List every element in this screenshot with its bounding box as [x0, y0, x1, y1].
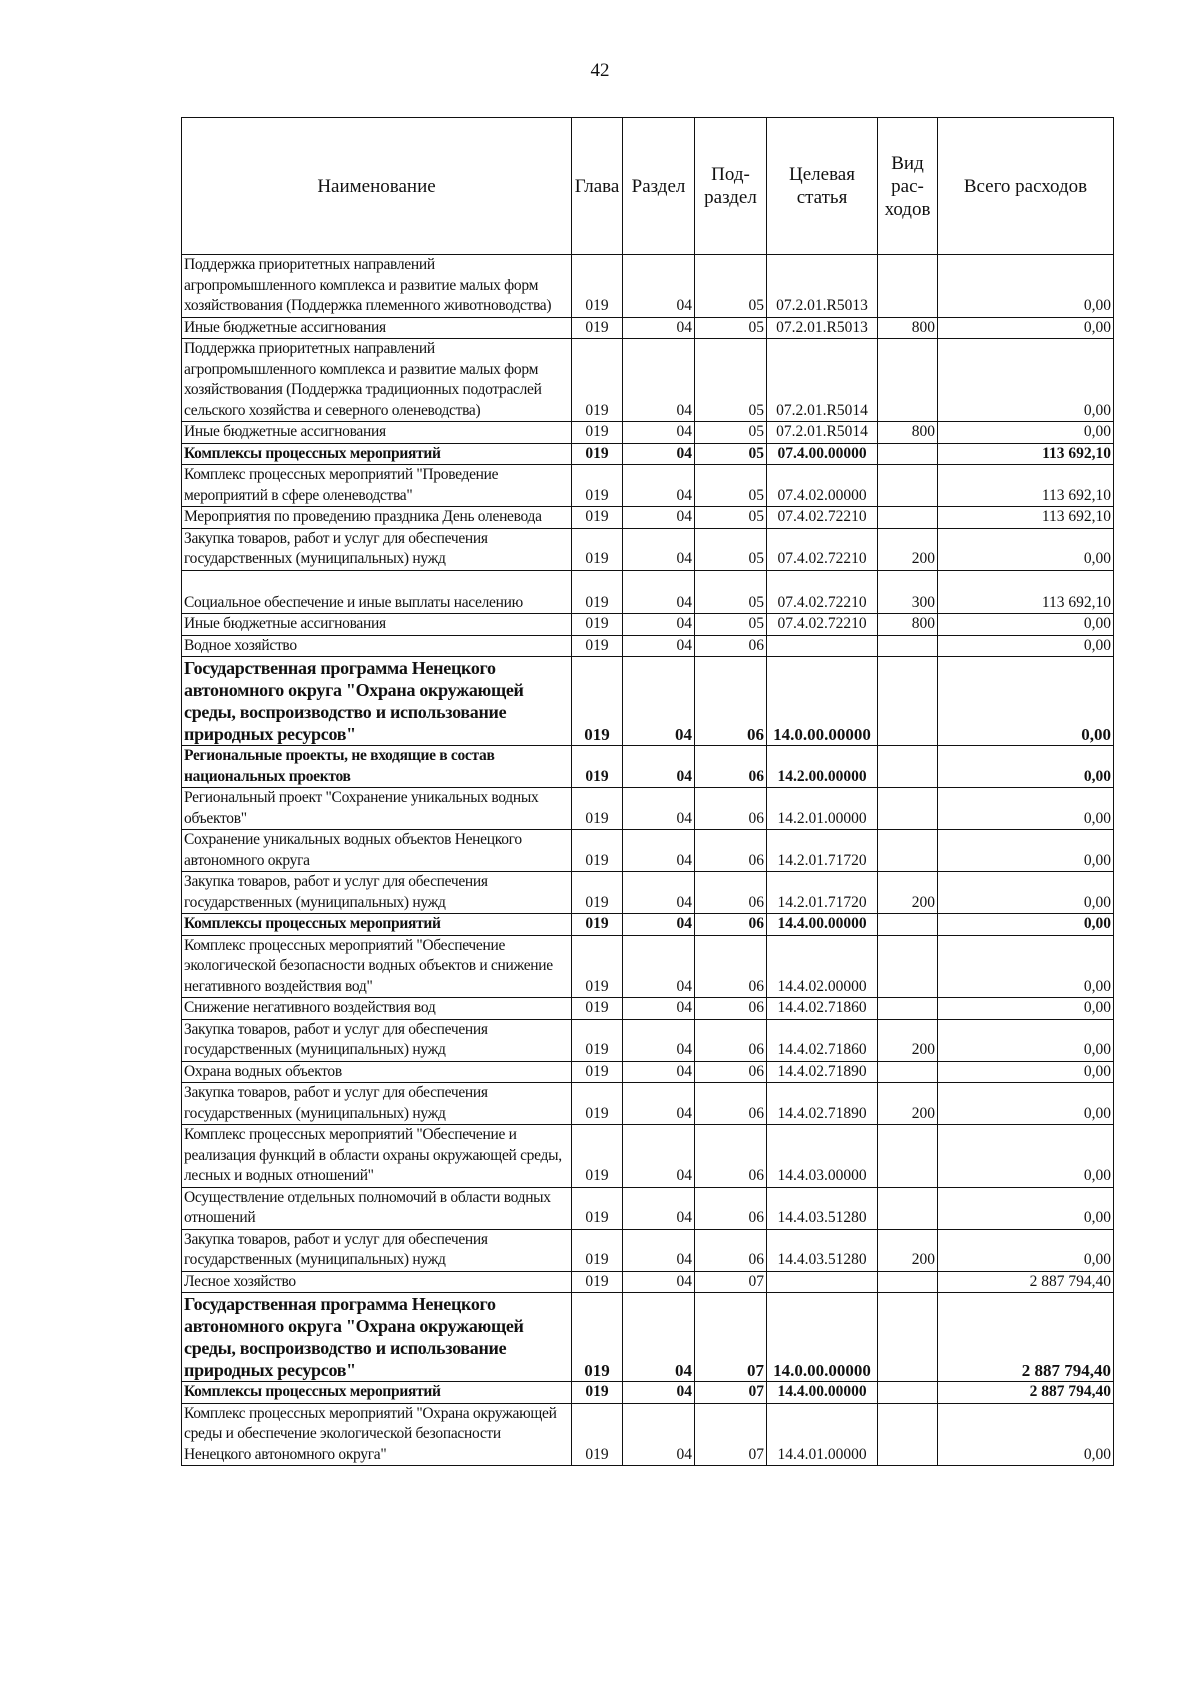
- table-row: [182, 788, 1114, 830]
- cell-glava: 019: [572, 570, 623, 614]
- cell-total: 2 887 794,40: [938, 1382, 1114, 1404]
- cell-podrazdel: 05: [695, 465, 767, 507]
- header-razdel: Раздел: [623, 118, 695, 255]
- cell-total: 0,00: [938, 746, 1114, 788]
- cell-glava: 019: [572, 339, 623, 422]
- cell-vid: [878, 1271, 938, 1293]
- table-row: [182, 422, 1114, 444]
- cell-podrazdel: 06: [695, 788, 767, 830]
- cell-celevaya: 14.4.02.71890: [767, 1061, 878, 1083]
- cell-podrazdel: 05: [695, 614, 767, 636]
- cell-razdel: 04: [623, 746, 695, 788]
- cell-glava: 019: [572, 614, 623, 636]
- cell-total: 0,00: [938, 830, 1114, 872]
- cell-glava: 019: [572, 935, 623, 998]
- table-row: [182, 570, 1114, 614]
- cell-celevaya: 14.4.02.71860: [767, 998, 878, 1020]
- cell-name: Комплексы процессных мероприятий: [182, 443, 572, 465]
- cell-name: Иные бюджетные ассигнования: [182, 422, 572, 444]
- cell-total: 0,00: [938, 935, 1114, 998]
- cell-podrazdel: 05: [695, 528, 767, 570]
- cell-razdel: 04: [623, 914, 695, 936]
- cell-celevaya: 14.4.03.51280: [767, 1229, 878, 1271]
- cell-razdel: 04: [623, 255, 695, 318]
- cell-total: 0,00: [938, 614, 1114, 636]
- cell-glava: 019: [572, 1083, 623, 1125]
- table-row: [182, 1293, 1114, 1382]
- cell-total: 2 887 794,40: [938, 1293, 1114, 1382]
- cell-podrazdel: 07: [695, 1293, 767, 1382]
- cell-total: 0,00: [938, 657, 1114, 746]
- cell-total: 0,00: [938, 339, 1114, 422]
- cell-razdel: 04: [623, 339, 695, 422]
- cell-celevaya: 07.4.00.00000: [767, 443, 878, 465]
- table-row: [182, 657, 1114, 746]
- cell-name: Закупка товаров, работ и услуг для обеспечения государственных (муниципальных) нужд: [182, 1229, 572, 1271]
- cell-vid: [878, 1382, 938, 1404]
- cell-total: 0,00: [938, 317, 1114, 339]
- cell-podrazdel: 05: [695, 255, 767, 318]
- cell-total: 0,00: [938, 914, 1114, 936]
- cell-total: 0,00: [938, 255, 1114, 318]
- cell-celevaya: 14.2.01.71720: [767, 872, 878, 914]
- cell-celevaya: 14.4.02.71860: [767, 1019, 878, 1061]
- cell-razdel: 04: [623, 1125, 695, 1188]
- header-name: Наименование: [182, 118, 572, 255]
- table-row: [182, 1271, 1114, 1293]
- cell-vid: [878, 255, 938, 318]
- cell-celevaya: 14.2.00.00000: [767, 746, 878, 788]
- cell-total: 2 887 794,40: [938, 1271, 1114, 1293]
- cell-vid: 800: [878, 317, 938, 339]
- cell-celevaya: 14.0.00.00000: [767, 1293, 878, 1382]
- cell-vid: 200: [878, 528, 938, 570]
- cell-glava: 019: [572, 788, 623, 830]
- header-total: Всего расходов: [938, 118, 1114, 255]
- cell-vid: 800: [878, 422, 938, 444]
- cell-glava: 019: [572, 1125, 623, 1188]
- cell-vid: [878, 746, 938, 788]
- cell-podrazdel: 06: [695, 872, 767, 914]
- cell-vid: 300: [878, 570, 938, 614]
- cell-name: Комплексы процессных мероприятий: [182, 1382, 572, 1404]
- cell-total: 113 692,10: [938, 443, 1114, 465]
- cell-razdel: 04: [623, 1403, 695, 1466]
- cell-podrazdel: 05: [695, 422, 767, 444]
- cell-vid: [878, 339, 938, 422]
- cell-vid: 800: [878, 614, 938, 636]
- table-row: [182, 465, 1114, 507]
- cell-celevaya: 14.4.02.00000: [767, 935, 878, 998]
- cell-razdel: 04: [623, 1061, 695, 1083]
- cell-podrazdel: 06: [695, 635, 767, 657]
- cell-name: Поддержка приоритетных направлений агропромышленного комплекса и развитие малых форм хозяйствования (Поддержка племенного животноводства): [182, 255, 572, 318]
- cell-total: 0,00: [938, 1061, 1114, 1083]
- table-row: [182, 746, 1114, 788]
- cell-name: Государственная программа Ненецкого автономного округа "Охрана окружающей среды, воспроизводство и использование природных ресурсов": [182, 657, 572, 746]
- cell-celevaya: 07.4.02.72210: [767, 528, 878, 570]
- cell-name: Комплекс процессных мероприятий "Проведение мероприятий в сфере оленеводства": [182, 465, 572, 507]
- cell-podrazdel: 05: [695, 443, 767, 465]
- cell-podrazdel: 06: [695, 1019, 767, 1061]
- table-row: [182, 1061, 1114, 1083]
- cell-razdel: 04: [623, 614, 695, 636]
- cell-glava: 019: [572, 1187, 623, 1229]
- cell-glava: 019: [572, 443, 623, 465]
- cell-name: Лесное хозяйство: [182, 1271, 572, 1293]
- cell-total: 0,00: [938, 998, 1114, 1020]
- cell-razdel: 04: [623, 507, 695, 529]
- cell-podrazdel: 06: [695, 1229, 767, 1271]
- cell-vid: [878, 914, 938, 936]
- cell-vid: [878, 788, 938, 830]
- cell-vid: [878, 1061, 938, 1083]
- cell-glava: 019: [572, 1293, 623, 1382]
- cell-name: Комплекс процессных мероприятий "Обеспечение экологической безопасности водных объектов и снижение негативного воздействия вод": [182, 935, 572, 998]
- cell-vid: [878, 507, 938, 529]
- cell-name: Сохранение уникальных водных объектов Ненецкого автономного округа: [182, 830, 572, 872]
- cell-glava: 019: [572, 998, 623, 1020]
- cell-podrazdel: 06: [695, 1083, 767, 1125]
- table-row: [182, 255, 1114, 318]
- cell-razdel: 04: [623, 635, 695, 657]
- cell-name: Закупка товаров, работ и услуг для обеспечения государственных (муниципальных) нужд: [182, 1083, 572, 1125]
- cell-podrazdel: 06: [695, 914, 767, 936]
- cell-glava: 019: [572, 872, 623, 914]
- cell-podrazdel: 07: [695, 1382, 767, 1404]
- cell-razdel: 04: [623, 317, 695, 339]
- table-row: [182, 830, 1114, 872]
- cell-name: Закупка товаров, работ и услуг для обеспечения государственных (муниципальных) нужд: [182, 1019, 572, 1061]
- header-glava: Глава: [572, 118, 623, 255]
- cell-vid: [878, 1403, 938, 1466]
- header-row: [182, 118, 1114, 255]
- cell-podrazdel: 05: [695, 507, 767, 529]
- cell-podrazdel: 05: [695, 339, 767, 422]
- cell-glava: 019: [572, 657, 623, 746]
- cell-glava: 019: [572, 1382, 623, 1404]
- cell-celevaya: 07.4.02.00000: [767, 465, 878, 507]
- table-row: [182, 1403, 1114, 1466]
- cell-podrazdel: 06: [695, 830, 767, 872]
- cell-podrazdel: 06: [695, 935, 767, 998]
- table-row: [182, 1083, 1114, 1125]
- cell-vid: [878, 935, 938, 998]
- cell-name: Комплексы процессных мероприятий: [182, 914, 572, 936]
- cell-total: 0,00: [938, 1187, 1114, 1229]
- cell-glava: 019: [572, 1403, 623, 1466]
- table-row: [182, 635, 1114, 657]
- cell-glava: 019: [572, 1271, 623, 1293]
- cell-vid: [878, 830, 938, 872]
- cell-podrazdel: 05: [695, 570, 767, 614]
- cell-celevaya: 14.4.01.00000: [767, 1403, 878, 1466]
- cell-name: Комплекс процессных мероприятий "Обеспечение и реализация функций в области охраны окружающей среды, лесных и водных отношений": [182, 1125, 572, 1188]
- cell-razdel: 04: [623, 1271, 695, 1293]
- cell-vid: [878, 465, 938, 507]
- cell-razdel: 04: [623, 872, 695, 914]
- cell-vid: [878, 657, 938, 746]
- cell-podrazdel: 06: [695, 1061, 767, 1083]
- cell-name: Закупка товаров, работ и услуг для обеспечения государственных (муниципальных) нужд: [182, 872, 572, 914]
- cell-vid: [878, 635, 938, 657]
- cell-razdel: 04: [623, 570, 695, 614]
- cell-total: 0,00: [938, 872, 1114, 914]
- cell-razdel: 04: [623, 465, 695, 507]
- table-row: [182, 528, 1114, 570]
- cell-total: 0,00: [938, 528, 1114, 570]
- cell-celevaya: 14.0.00.00000: [767, 657, 878, 746]
- cell-glava: 019: [572, 914, 623, 936]
- cell-name: Региональные проекты, не входящие в состав национальных проектов: [182, 746, 572, 788]
- cell-celevaya: 07.4.02.72210: [767, 614, 878, 636]
- cell-name: Осуществление отдельных полномочий в области водных отношений: [182, 1187, 572, 1229]
- cell-vid: 200: [878, 1083, 938, 1125]
- cell-name: Государственная программа Ненецкого автономного округа "Охрана окружающей среды, воспроизводство и использование природных ресурсов": [182, 1293, 572, 1382]
- table-row: [182, 998, 1114, 1020]
- cell-name: Социальное обеспечение и иные выплаты населению: [182, 570, 572, 614]
- cell-total: 0,00: [938, 1403, 1114, 1466]
- table-row: [182, 1187, 1114, 1229]
- cell-name: Водное хозяйство: [182, 635, 572, 657]
- table-row: [182, 1019, 1114, 1061]
- cell-razdel: 04: [623, 528, 695, 570]
- cell-name: Иные бюджетные ассигнования: [182, 614, 572, 636]
- table-row: [182, 935, 1114, 998]
- cell-podrazdel: 05: [695, 317, 767, 339]
- cell-celevaya: [767, 1271, 878, 1293]
- cell-total: 0,00: [938, 788, 1114, 830]
- cell-podrazdel: 06: [695, 657, 767, 746]
- cell-total: 0,00: [938, 422, 1114, 444]
- cell-celevaya: 14.2.01.00000: [767, 788, 878, 830]
- cell-glava: 019: [572, 255, 623, 318]
- cell-vid: 200: [878, 1229, 938, 1271]
- cell-glava: 019: [572, 635, 623, 657]
- cell-name: Снижение негативного воздействия вод: [182, 998, 572, 1020]
- cell-glava: 019: [572, 830, 623, 872]
- cell-razdel: 04: [623, 1019, 695, 1061]
- cell-vid: [878, 1187, 938, 1229]
- cell-glava: 019: [572, 317, 623, 339]
- cell-glava: 019: [572, 528, 623, 570]
- header-celevaya: Целевая статья: [767, 118, 878, 255]
- cell-podrazdel: 07: [695, 1271, 767, 1293]
- cell-total: 113 692,10: [938, 465, 1114, 507]
- cell-glava: 019: [572, 1229, 623, 1271]
- cell-glava: 019: [572, 746, 623, 788]
- cell-razdel: 04: [623, 830, 695, 872]
- cell-celevaya: 07.2.01.R5013: [767, 317, 878, 339]
- table-row: [182, 872, 1114, 914]
- cell-celevaya: 07.2.01.R5013: [767, 255, 878, 318]
- cell-podrazdel: 07: [695, 1403, 767, 1466]
- table-row: [182, 914, 1114, 936]
- header-podrazdel: Под- раздел: [695, 118, 767, 255]
- cell-total: 0,00: [938, 1019, 1114, 1061]
- cell-name: Охрана водных объектов: [182, 1061, 572, 1083]
- cell-celevaya: 14.4.00.00000: [767, 1382, 878, 1404]
- cell-total: 0,00: [938, 635, 1114, 657]
- cell-vid: [878, 1293, 938, 1382]
- cell-vid: [878, 443, 938, 465]
- cell-razdel: 04: [623, 1187, 695, 1229]
- cell-razdel: 04: [623, 443, 695, 465]
- cell-total: 0,00: [938, 1125, 1114, 1188]
- budget-table: [181, 117, 1114, 1466]
- cell-celevaya: 07.4.02.72210: [767, 507, 878, 529]
- cell-podrazdel: 06: [695, 998, 767, 1020]
- cell-razdel: 04: [623, 422, 695, 444]
- cell-name: Поддержка приоритетных направлений агропромышленного комплекса и развитие малых форм хозяйствования (Поддержка традиционных подотраслей сельского хозяйства и северного оленеводства): [182, 339, 572, 422]
- cell-celevaya: [767, 635, 878, 657]
- cell-podrazdel: 06: [695, 1187, 767, 1229]
- cell-vid: 200: [878, 1019, 938, 1061]
- cell-razdel: 04: [623, 1382, 695, 1404]
- cell-vid: [878, 1125, 938, 1188]
- cell-name: Мероприятия по проведению праздника День оленевода: [182, 507, 572, 529]
- cell-total: 0,00: [938, 1083, 1114, 1125]
- cell-name: Комплекс процессных мероприятий "Охрана окружающей среды и обеспечение экологической безопасности Ненецкого автономного округа": [182, 1403, 572, 1466]
- table-row: [182, 1125, 1114, 1188]
- cell-name: Региональный проект "Сохранение уникальных водных объектов": [182, 788, 572, 830]
- cell-vid: [878, 998, 938, 1020]
- cell-celevaya: 07.2.01.R5014: [767, 339, 878, 422]
- cell-vid: 200: [878, 872, 938, 914]
- cell-celevaya: 07.4.02.72210: [767, 570, 878, 614]
- cell-celevaya: 14.4.03.51280: [767, 1187, 878, 1229]
- cell-celevaya: 07.2.01.R5014: [767, 422, 878, 444]
- cell-celevaya: 14.4.02.71890: [767, 1083, 878, 1125]
- table-row: [182, 1382, 1114, 1404]
- cell-total: 113 692,10: [938, 507, 1114, 529]
- table-row: [182, 317, 1114, 339]
- cell-celevaya: 14.4.00.00000: [767, 914, 878, 936]
- cell-name: Закупка товаров, работ и услуг для обеспечения государственных (муниципальных) нужд: [182, 528, 572, 570]
- cell-celevaya: 14.4.03.00000: [767, 1125, 878, 1188]
- cell-celevaya: 14.2.01.71720: [767, 830, 878, 872]
- cell-glava: 019: [572, 1019, 623, 1061]
- cell-razdel: 04: [623, 657, 695, 746]
- table-row: [182, 1229, 1114, 1271]
- cell-razdel: 04: [623, 1083, 695, 1125]
- table-row: [182, 507, 1114, 529]
- page-number: 42: [590, 60, 610, 81]
- cell-name: Иные бюджетные ассигнования: [182, 317, 572, 339]
- cell-glava: 019: [572, 1061, 623, 1083]
- cell-razdel: 04: [623, 1229, 695, 1271]
- header-vid: Вид рас- ходов: [878, 118, 938, 255]
- cell-podrazdel: 06: [695, 746, 767, 788]
- cell-podrazdel: 06: [695, 1125, 767, 1188]
- cell-razdel: 04: [623, 998, 695, 1020]
- cell-total: 113 692,10: [938, 570, 1114, 614]
- cell-razdel: 04: [623, 935, 695, 998]
- cell-glava: 019: [572, 422, 623, 444]
- cell-razdel: 04: [623, 788, 695, 830]
- cell-glava: 019: [572, 507, 623, 529]
- table-row: [182, 443, 1114, 465]
- cell-total: 0,00: [938, 1229, 1114, 1271]
- table-row: [182, 614, 1114, 636]
- table-row: [182, 339, 1114, 422]
- cell-glava: 019: [572, 465, 623, 507]
- cell-razdel: 04: [623, 1293, 695, 1382]
